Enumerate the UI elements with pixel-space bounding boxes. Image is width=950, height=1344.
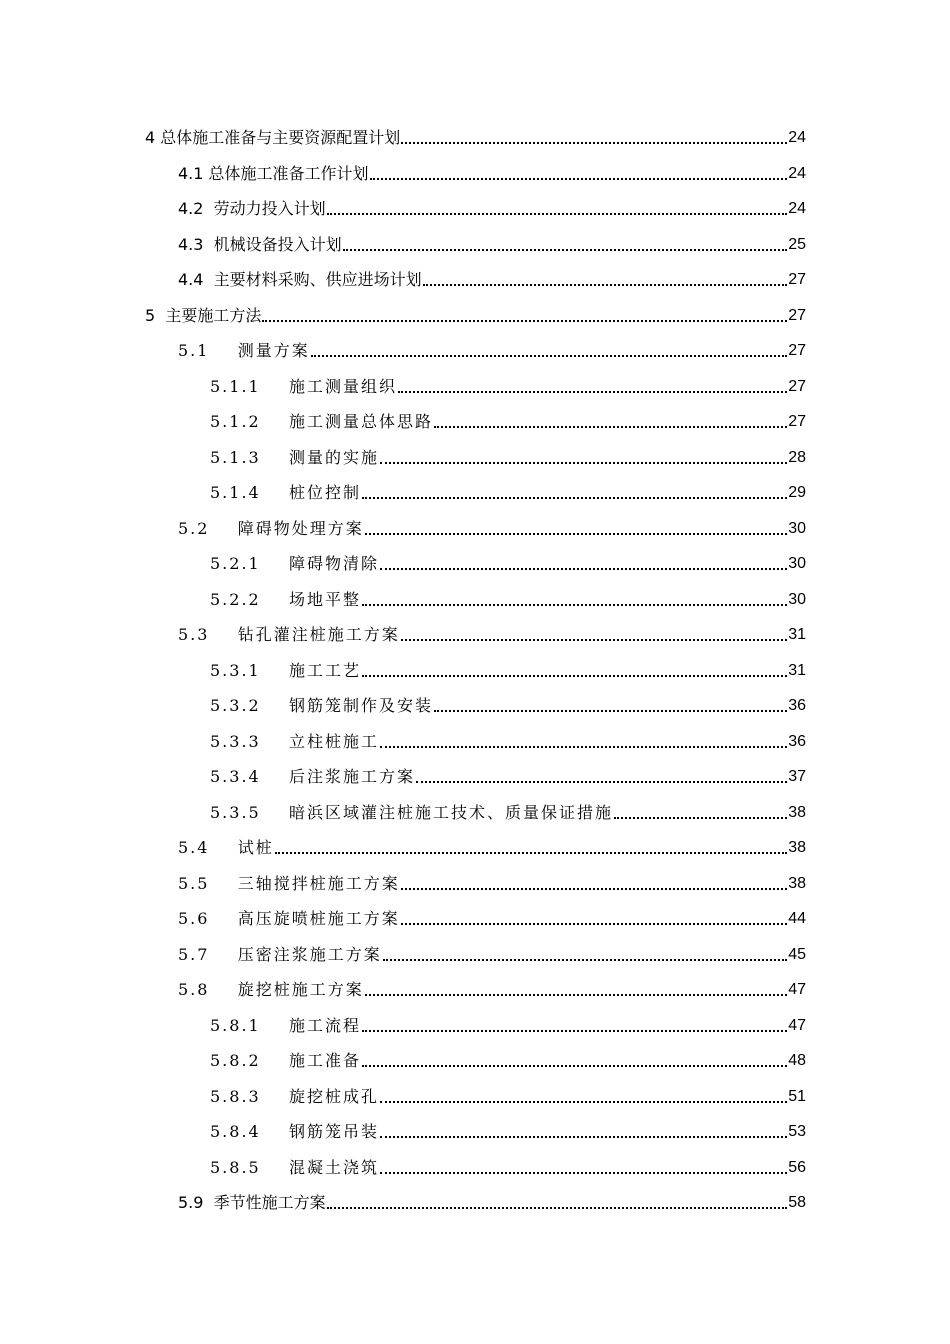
toc-dot-leader (362, 1030, 787, 1032)
toc-entry-title: 5.8.5 混凝土浇筑 (210, 1158, 380, 1177)
toc-entry-page: 45 (788, 946, 806, 963)
toc-dot-leader (370, 178, 788, 180)
toc-entry[interactable] (210, 728, 806, 752)
toc-entry[interactable] (210, 799, 806, 823)
toc-entry-title: 5.1.2 施工测量总体思路 (210, 412, 434, 431)
toc-entry[interactable] (178, 834, 806, 858)
toc-entry[interactable] (178, 266, 806, 290)
toc-entry[interactable] (145, 124, 806, 148)
toc-entry-page: 30 (788, 591, 806, 608)
toc-entry-page: 38 (788, 804, 806, 821)
toc-entry-title: 5.3.2 钢筋笼制作及安装 (210, 696, 434, 715)
toc-dot-leader (362, 604, 787, 606)
toc-entry[interactable] (178, 941, 806, 965)
toc-entry-page: 56 (788, 1159, 806, 1176)
toc-entry-title: 5.8.3 旋挖桩成孔 (210, 1087, 380, 1106)
toc-dot-leader (398, 391, 787, 393)
toc-entry-page: 27 (788, 378, 806, 395)
toc-entry-title: 5.3.5 暗浜区域灌注桩施工技术、质量保证措施 (210, 803, 614, 822)
toc-entry-title: 5.1 测量方案 (178, 341, 310, 360)
toc-entry[interactable] (210, 1047, 806, 1071)
toc-entry[interactable] (210, 1154, 806, 1178)
toc-entry-page: 51 (788, 1088, 806, 1105)
toc-dot-leader (614, 817, 787, 819)
toc-entry[interactable] (210, 763, 806, 787)
toc-entry-page: 48 (788, 1052, 806, 1069)
toc-entry[interactable] (210, 1118, 806, 1142)
toc-dot-leader (327, 1207, 788, 1209)
toc-dot-leader (380, 1101, 787, 1103)
toc-entry[interactable] (178, 515, 806, 539)
toc-entry-title: 4.3 机械设备投入计划 (178, 235, 342, 254)
toc-entry-title: 4 总体施工准备与主要资源配置计划 (145, 128, 401, 147)
toc-entry-title: 4.1 总体施工准备工作计划 (178, 164, 369, 183)
toc-dot-leader (343, 249, 788, 251)
toc-entry-page: 38 (788, 839, 806, 856)
toc-entry[interactable] (210, 586, 806, 610)
toc-entry-title: 5.8.1 施工流程 (210, 1016, 362, 1035)
toc-entry-title: 5.2 障碍物处理方案 (178, 519, 364, 538)
toc-entry-title: 5.2.2 场地平整 (210, 590, 362, 609)
toc-entry[interactable] (210, 657, 806, 681)
toc-dot-leader (401, 639, 787, 641)
toc-entry-page: 24 (788, 200, 806, 217)
toc-entry-title: 5.6 高压旋喷桩施工方案 (178, 909, 400, 928)
toc-dot-leader (362, 1065, 787, 1067)
toc-dot-leader (380, 1172, 787, 1174)
toc-entry-title: 5.3.3 立柱桩施工 (210, 732, 380, 751)
toc-entry-page: 31 (788, 662, 806, 679)
toc-entry[interactable] (178, 976, 806, 1000)
toc-dot-leader (401, 923, 787, 925)
toc-entry-title: 5 主要施工方法 (145, 306, 262, 325)
toc-entry-title: 5.3.4 后注浆施工方案 (210, 767, 416, 786)
toc-entry[interactable] (178, 621, 806, 645)
toc-entry-page: 31 (788, 626, 806, 643)
toc-dot-leader (365, 994, 787, 996)
toc-entry[interactable] (178, 195, 806, 219)
toc-entry[interactable] (178, 160, 806, 184)
toc-entry[interactable] (178, 1189, 806, 1213)
toc-entry-page: 27 (788, 342, 806, 359)
toc-entry[interactable] (210, 373, 806, 397)
toc-entry-title: 5.4 试桩 (178, 838, 274, 857)
toc-entry-page: 36 (788, 733, 806, 750)
toc-entry[interactable] (178, 231, 806, 255)
toc-entry[interactable] (178, 870, 806, 894)
toc-entry-title: 5.1.4 桩位控制 (210, 483, 362, 502)
toc-entry-title: 5.7 压密注浆施工方案 (178, 945, 382, 964)
toc-entry-title: 5.8.4 钢筋笼吊装 (210, 1122, 380, 1141)
toc-entry[interactable] (210, 408, 806, 432)
toc-entry-page: 36 (788, 697, 806, 714)
toc-entry-page: 53 (788, 1123, 806, 1140)
toc-entry-page: 47 (788, 981, 806, 998)
toc-entry[interactable] (210, 1012, 806, 1036)
toc-entry-page: 24 (788, 165, 806, 182)
toc-dot-leader (380, 746, 787, 748)
toc-dot-leader (327, 213, 788, 215)
toc-entry-title: 5.3 钻孔灌注桩施工方案 (178, 625, 400, 644)
toc-entry-page: 30 (788, 555, 806, 572)
toc-entry-page: 27 (788, 413, 806, 430)
toc-dot-leader (434, 710, 787, 712)
toc-entry-title: 4.4 主要材料采购、供应进场计划 (178, 270, 422, 289)
toc-dot-leader (365, 533, 787, 535)
toc-entry-page: 27 (788, 271, 806, 288)
toc-entry-page: 44 (788, 910, 806, 927)
toc-entry-title: 5.1.3 测量的实施 (210, 448, 380, 467)
toc-entry[interactable] (145, 302, 806, 326)
toc-dot-leader (383, 959, 787, 961)
toc-entry-page: 24 (788, 129, 806, 146)
toc-entry-title: 5.2.1 障碍物清除 (210, 554, 380, 573)
toc-entry-page: 27 (788, 307, 806, 324)
toc-dot-leader (423, 284, 788, 286)
toc-entry-page: 37 (788, 768, 806, 785)
toc-entry-title: 5.1.1 施工测量组织 (210, 377, 398, 396)
toc-dot-leader (416, 781, 787, 783)
toc-entry[interactable] (210, 479, 806, 503)
toc-entry-page: 38 (788, 875, 806, 892)
toc-entry-title: 5.8 旋挖桩施工方案 (178, 980, 364, 999)
toc-dot-leader (380, 568, 787, 570)
toc-dot-leader (262, 320, 787, 322)
toc-dot-leader (401, 142, 787, 144)
toc-entry[interactable] (210, 692, 806, 716)
toc-entry[interactable] (210, 1083, 806, 1107)
toc-dot-leader (401, 888, 787, 890)
toc-entry-page: 30 (788, 520, 806, 537)
toc-dot-leader (311, 355, 787, 357)
toc-entry-title: 5.3.1 施工工艺 (210, 661, 362, 680)
toc-entry-page: 47 (788, 1017, 806, 1034)
toc-entry-page: 29 (788, 484, 806, 501)
toc-dot-leader (362, 675, 787, 677)
toc-dot-leader (380, 1136, 787, 1138)
toc-entry-page: 58 (788, 1194, 806, 1211)
toc-dot-leader (380, 462, 787, 464)
toc-dot-leader (362, 497, 787, 499)
toc-entry-title: 4.2 劳动力投入计划 (178, 199, 326, 218)
toc-entry-page: 28 (788, 449, 806, 466)
toc-entry[interactable] (178, 337, 806, 361)
toc-entry-title: 5.5 三轴搅拌桩施工方案 (178, 874, 400, 893)
toc-entry[interactable] (210, 444, 806, 468)
toc-entry-page: 25 (788, 236, 806, 253)
toc-dot-leader (275, 852, 787, 854)
toc-entry[interactable] (178, 905, 806, 929)
toc-entry[interactable] (210, 550, 806, 574)
toc-entry-title: 5.8.2 施工准备 (210, 1051, 362, 1070)
toc-entry-title: 5.9 季节性施工方案 (178, 1193, 326, 1212)
toc-dot-leader (434, 426, 787, 428)
